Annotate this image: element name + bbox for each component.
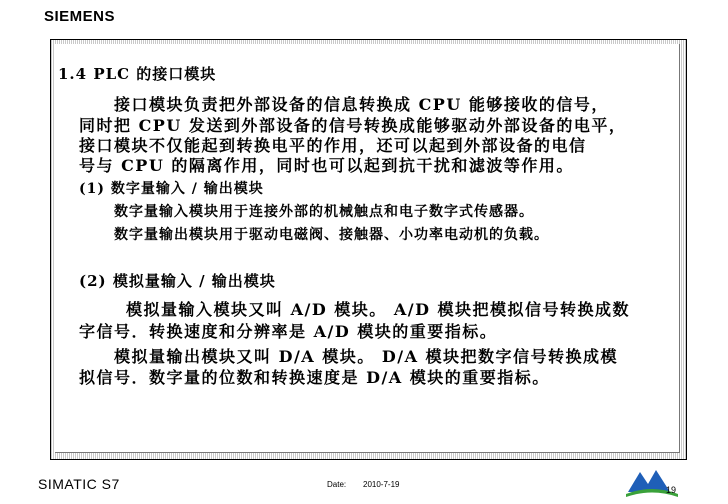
analog-line-3: 模拟量输出模块又叫 D/A 模块。 D/A 模块把数字信号转换成模 bbox=[114, 347, 619, 366]
analog-heading: (2) 模拟量输入 / 输出模块 bbox=[79, 272, 276, 290]
digital-line-2: 数字量输出模块用于驱动电磁阀、接触器、小功率电动机的负载。 bbox=[114, 227, 549, 243]
intro-line-3: 接口模块不仅能起到转换电平的作用，还可以起到外部设备的电信 bbox=[79, 136, 587, 155]
intro-line-1: 接口模块负责把外部设备的信息转换成 CPU 能够接收的信号， bbox=[114, 95, 609, 114]
intro-line-4: 号与 CPU 的隔离作用，同时也可以起到抗干扰和滤波等作用。 bbox=[79, 156, 574, 175]
logo-blue-peaks bbox=[628, 470, 670, 492]
digital-line-1: 数字量输入模块用于连接外部的机械触点和电子数字式传感器。 bbox=[114, 204, 534, 220]
brand-logo-text: SIEMENS bbox=[44, 8, 116, 25]
section-title: 1.4 PLC 的接口模块 bbox=[58, 65, 217, 83]
date-value: 2010-7-19 bbox=[363, 480, 400, 489]
product-name: SIMATIC S7 bbox=[38, 476, 120, 492]
digital-heading: (1) 数字量输入 / 输出模块 bbox=[79, 181, 264, 197]
date-label: Date: bbox=[327, 480, 347, 489]
analog-line-2: 字信号．转换速度和分辨率是 A/D 模块的重要指标。 bbox=[79, 322, 498, 341]
analog-line-1: 模拟量输入模块又叫 A/D 模块。 A/D 模块把模拟信号转换成数 bbox=[126, 300, 631, 319]
intro-line-2: 同时把 CPU 发送到外部设备的信号转换成能够驱动外部设备的电平， bbox=[79, 116, 627, 135]
analog-line-4: 拟信号．数字量的位数和转换速度是 D/A 模块的重要指标。 bbox=[79, 368, 550, 387]
page-number: 19 bbox=[666, 485, 677, 495]
